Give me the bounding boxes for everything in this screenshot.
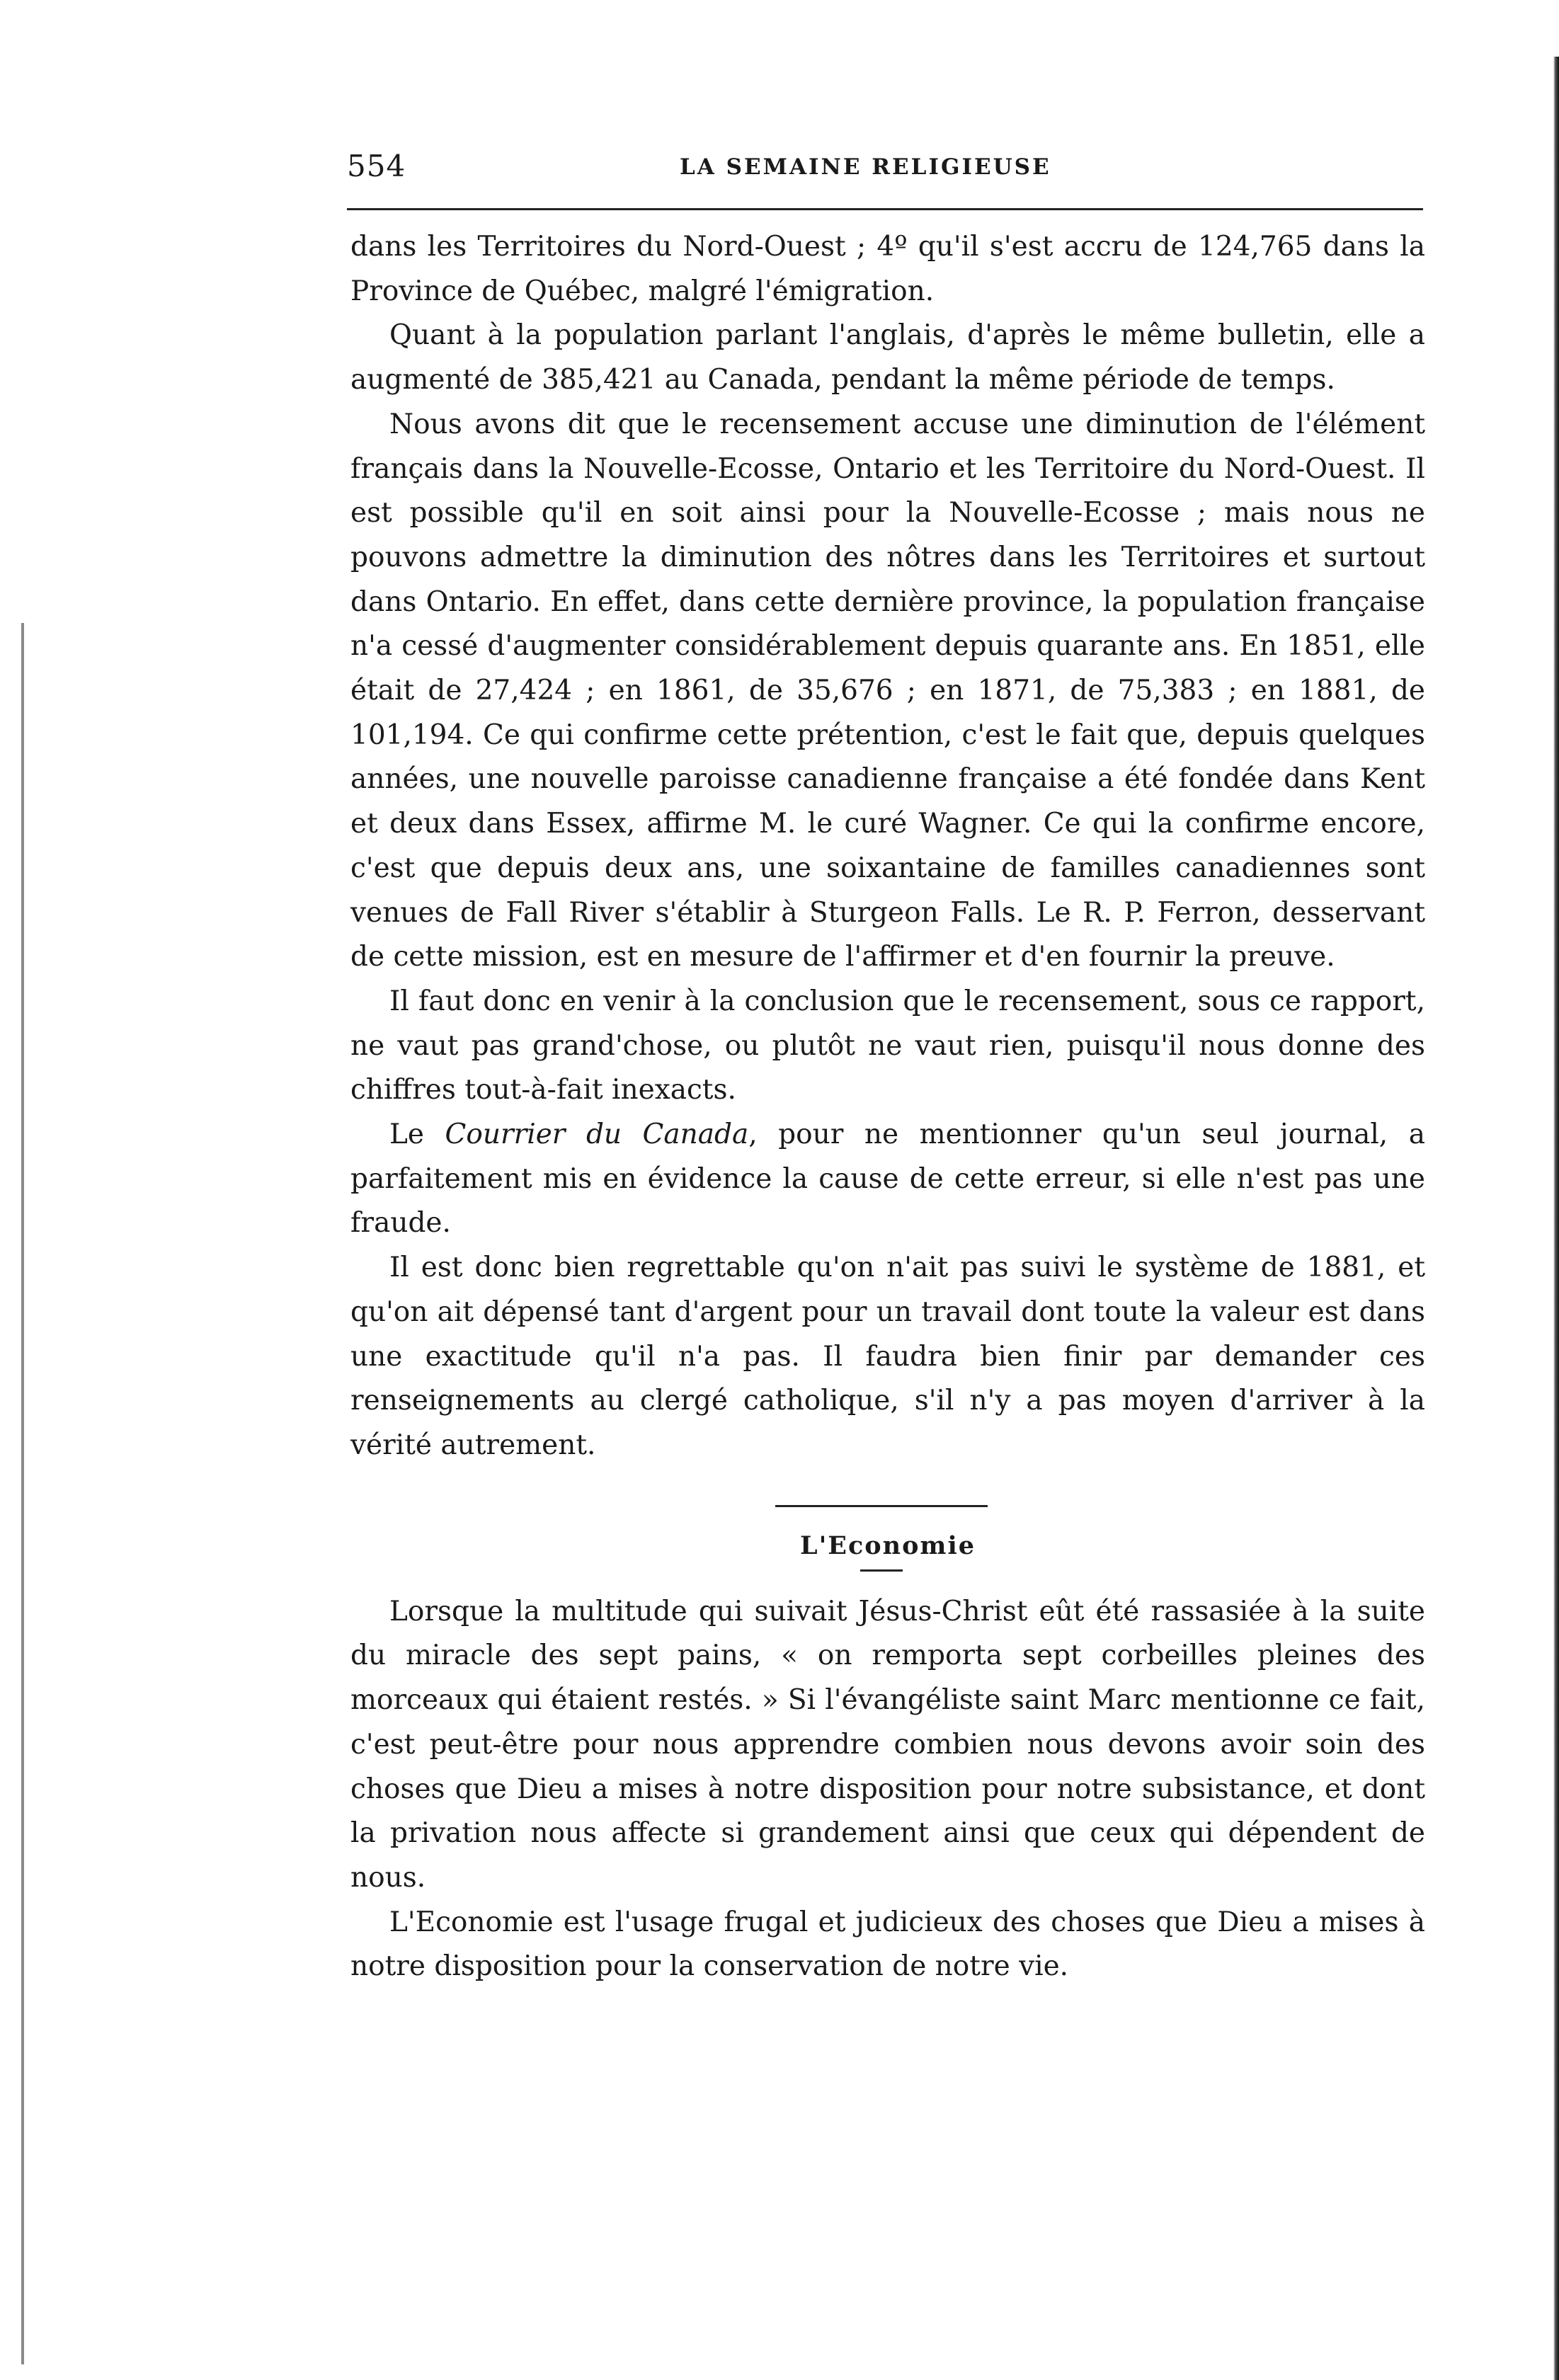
paragraph-economie-definition: L'Economie est l'usage frugal et judicieux des choses que Dieu a mises à notre disposition pour la conservation de notre vie. xyxy=(350,1906,1425,1983)
page-number: 554 xyxy=(347,149,406,183)
section-rule xyxy=(775,1505,988,1507)
journal-title: LA SEMAINE RELIGIEUSE xyxy=(680,154,1051,180)
paragraph-continuation: dans les Territoires du Nord-Ouest ; 4º qu'il s'est accru de 124,765 dans la Province de Québec, malgré l'émigration. xyxy=(350,231,1425,307)
paragraph-conclusion: Il faut donc en venir à la conclusion que le recensement, sous ce rapport, ne vaut pas grand'chose, ou plutôt ne vaut rien, puisqu'il nous donne des chiffres tout-à-fait inexacts. xyxy=(350,985,1425,1106)
header-rule xyxy=(347,208,1423,210)
running-head xyxy=(347,142,1423,191)
section-title: L'Economie xyxy=(799,1531,976,1560)
paragraph-courrier xyxy=(350,1113,1425,1246)
courrier-before: Le xyxy=(389,1119,445,1151)
scan-right-edge xyxy=(1553,57,1559,2380)
courrier-title: Courrier du Canada xyxy=(445,1119,749,1151)
paragraph-regrettable: Il est donc bien regrettable qu'on n'ait pas suivi le système de 1881, et qu'on ait dépensé tant d'argent pour un travail dont toute la valeur est dans une exactitude qu'il n'a pas. Il faudra bien finir par demander ces renseignements au clergé catholique, s'il n'y a pas moyen d'arriver à la vérité autrement. xyxy=(350,1252,1425,1461)
courrier-after: , pour ne mentionner qu'un seul journal, a parfaitement mis en évidence la cause de cette erreur, si elle xyxy=(350,1119,1425,1195)
body-text xyxy=(350,225,1425,1989)
paragraph-anglais: Quant à la population parlant l'anglais, d'après le même bulletin, elle a augmenté de 385,421 au Canada, pendant la même période de temps. xyxy=(350,319,1425,396)
paragraph-recensement: Nous avons dit que le recensement accuse une diminution de l'élément français dans la Nouvelle-Ecosse, Ontario et les Territoire du Nord-Ouest. Il est possible qu'il en soit ainsi pour la Nouvelle-Ecosse ; mais nous ne pouvons admettre la diminution des nôtres dans les Territoires et surtout dans Ontario. En effet, dans cette dernière province, la population française n'a cessé d'augmenter considérablement depuis quarante ans. En 1851, elle était de 27,424 ; en 1861, de 35,676 ; en 1871, de 75,383 ; en 1881, de 101,194. Ce qui confirme cette prétention, c'est le fait que, depuis quelques années, une nouvelle paroisse canadienne française a été fondée dans Kent et deux dans Essex, affirme M. le curé Wagner. Ce qui la confirme encore, c'est que depuis deux ans, une soixantaine de familles canadiennes sont venues de Fall River s'établir à Sturgeon Falls. Le R. P. Ferron, desservant de cette mission, est en mesure de l'affirmer et d'en fournir la preuve. xyxy=(350,408,1425,973)
paragraph-multitude: Lorsque la multitude qui suivait Jésus-Christ eût été rassasiée à la suite du miracle des sept pains, « on remporta sept corbeilles pleines des morceaux qui étaient restés. » Si l'évangéliste saint Marc mentionne ce fait, c'est peut-être pour nous apprendre combien nous devons avoir soin des choses que Dieu a mises à notre disposition pour notre subsistance, et dont la privation nous affecte si grandement ainsi que ceux qui dépendent de nous. xyxy=(350,1595,1425,1894)
scan-left-edge xyxy=(21,623,24,2364)
section-title-rule xyxy=(860,1569,903,1572)
courrier-end: n'est pas une fraude. xyxy=(350,1162,1425,1240)
